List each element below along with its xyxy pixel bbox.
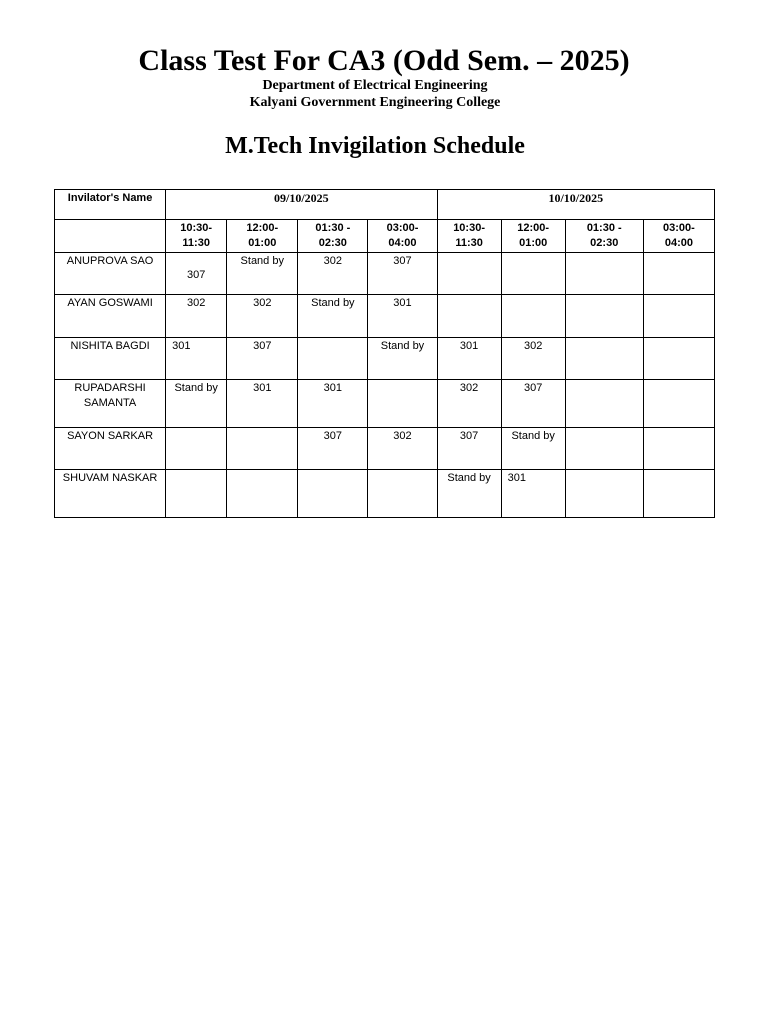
department-name: Department of Electrical Engineering [262, 78, 488, 93]
schedule-cell [565, 295, 643, 338]
slot-header: 12:00- 01:00 [227, 220, 298, 253]
schedule-cell: 307 [298, 428, 368, 470]
date-header-2: 10/10/2025 [437, 190, 714, 220]
schedule-cell: 307 [368, 253, 437, 295]
schedule-cell [298, 338, 368, 380]
slot-header: 01:30 - 02:30 [565, 220, 643, 253]
college-name: Kalyani Government Engineering College [249, 95, 501, 110]
slot-header-row [55, 220, 715, 253]
slot-header-blank [55, 220, 166, 253]
name-column-header: Invilator's Name [55, 190, 166, 220]
schedule-cell [565, 428, 643, 470]
schedule-cell: 302 [298, 253, 368, 295]
invigilator-name: SAYON SARKAR [55, 428, 166, 470]
schedule-cell [501, 253, 565, 295]
schedule-cell: 301 [501, 470, 565, 518]
schedule-cell: 302 [368, 428, 437, 470]
schedule-cell [565, 470, 643, 518]
invigilator-name: RUPADARSHI SAMANTA [55, 380, 166, 428]
date-header-row [55, 190, 715, 220]
schedule-cell: Stand by [227, 253, 298, 295]
schedule-cell: Stand by [501, 428, 565, 470]
invigilation-table [54, 189, 715, 518]
slot-header: 03:00- 04:00 [643, 220, 714, 253]
schedule-cell: Stand by [437, 470, 501, 518]
schedule-cell [227, 428, 298, 470]
table-row [55, 253, 715, 295]
schedule-cell [501, 295, 565, 338]
schedule-cell [166, 428, 227, 470]
schedule-cell: 307 [166, 253, 227, 295]
schedule-cell [166, 470, 227, 518]
schedule-cell: 302 [437, 380, 501, 428]
schedule-cell [368, 380, 437, 428]
slot-header: 01:30 - 02:30 [298, 220, 368, 253]
schedule-cell [643, 295, 714, 338]
table-row [55, 295, 715, 338]
schedule-cell [437, 253, 501, 295]
schedule-title: M.Tech Invigilation Schedule [225, 133, 525, 159]
date-header-1: 09/10/2025 [166, 190, 437, 220]
schedule-cell: 302 [166, 295, 227, 338]
slot-header: 10:30- 11:30 [437, 220, 501, 253]
schedule-cell [643, 470, 714, 518]
table-row [55, 338, 715, 380]
schedule-cell [437, 295, 501, 338]
schedule-cell: 301 [437, 338, 501, 380]
schedule-cell [643, 253, 714, 295]
invigilator-name: AYAN GOSWAMI [55, 295, 166, 338]
schedule-cell: Stand by [368, 338, 437, 380]
schedule-cell [565, 253, 643, 295]
schedule-cell [565, 338, 643, 380]
invigilator-name: SHUVAM NASKAR [55, 470, 166, 518]
schedule-cell [565, 380, 643, 428]
schedule-cell [643, 428, 714, 470]
schedule-cell [368, 470, 437, 518]
invigilator-name: NISHITA BAGDI [55, 338, 166, 380]
schedule-cell: 302 [501, 338, 565, 380]
schedule-cell: Stand by [298, 295, 368, 338]
invigilator-name: ANUPROVA SAO [55, 253, 166, 295]
schedule-cell: 307 [227, 338, 298, 380]
schedule-cell: 301 [227, 380, 298, 428]
table-row [55, 428, 715, 470]
schedule-cell: Stand by [166, 380, 227, 428]
schedule-cell [643, 338, 714, 380]
schedule-cell: 301 [298, 380, 368, 428]
table-row [55, 470, 715, 518]
slot-header: 12:00- 01:00 [501, 220, 565, 253]
schedule-cell [643, 380, 714, 428]
slot-header: 03:00- 04:00 [368, 220, 437, 253]
schedule-cell: 301 [368, 295, 437, 338]
schedule-cell: 302 [227, 295, 298, 338]
schedule-cell [298, 470, 368, 518]
slot-header: 10:30- 11:30 [166, 220, 227, 253]
table-row [55, 380, 715, 428]
schedule-cell: 307 [501, 380, 565, 428]
schedule-cell: 307 [437, 428, 501, 470]
document-title: Class Test For CA3 (Odd Sem. – 2025) [138, 44, 630, 77]
schedule-cell: 301 [166, 338, 227, 380]
schedule-cell [227, 470, 298, 518]
